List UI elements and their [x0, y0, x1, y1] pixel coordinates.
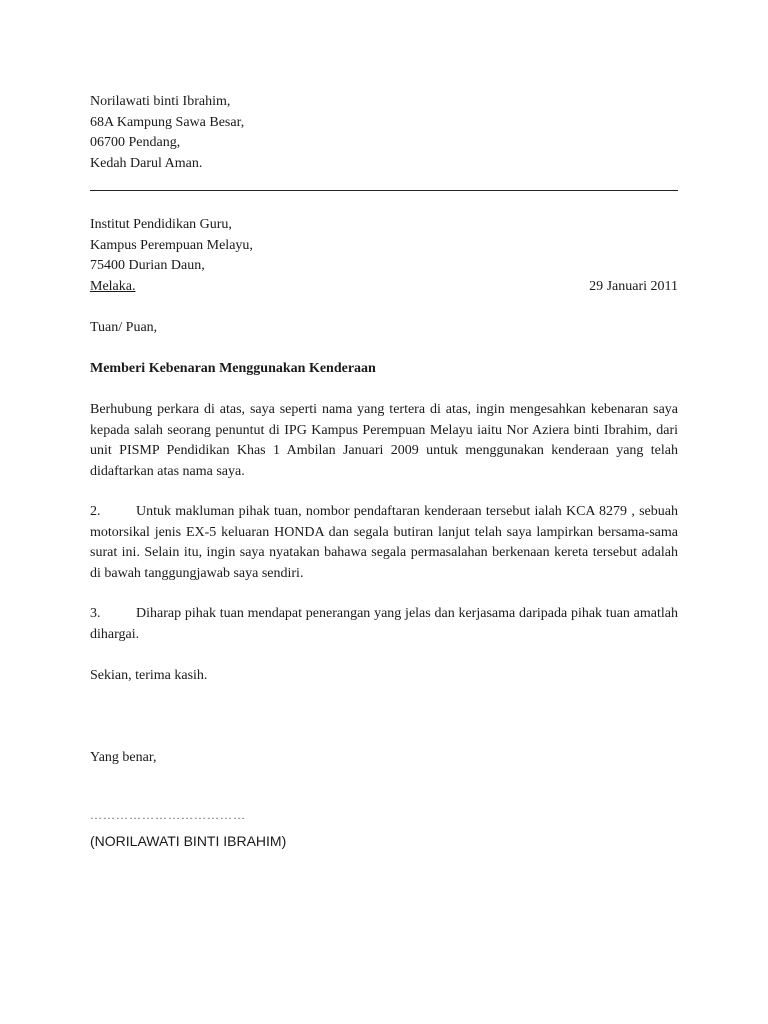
paragraph-2: [90, 502, 678, 584]
recipient-campus: Kampus Perempuan Melayu,: [90, 237, 253, 253]
recipient-institution: Institut Pendidikan Guru,: [90, 217, 232, 232]
letter-date: 29 Januari 2011: [589, 279, 678, 294]
paragraph-2-text: Untuk makluman pihak tuan, nombor pendaftaran kenderaan tersebut ialah KCA 8279 , sebuah motorsikal jenis EX-5 keluaran HONDA dan segala butiran lanjut telah saya lampirkan bersama-sama surat ini. Selain itu, ingin saya nyatakan bahawa segala permasalahan berkenaan kereta tersebut adalah di bawah tanggungjawab saya sendiri.: [90, 504, 678, 581]
paragraph-1: Berhubung perkara di atas, saya seperti nama yang tertera di atas, ingin mengesahkan kebenaran saya kepada salah seorang penuntut di IPG Kampus Perempuan Melayu iaitu Nor Aziera binti Ibrahim, dari unit PISMP Pendidikan Khas 1 Ambilan Januari 2009 untuk menggunakan kenderaan yang telah didaftarkan atas nama saya.: [90, 402, 678, 479]
sender-postcode-city: 06700 Pendang,: [90, 135, 181, 150]
signature-line: ………………………………: [90, 808, 246, 822]
paragraph-3-text: Diharap pihak tuan mendapat penerangan yang jelas dan kerjasama daripada pihak tuan amatlah dihargai.: [90, 606, 678, 642]
paragraph-3: [90, 604, 678, 645]
recipient-address: [90, 215, 253, 297]
header-divider: [90, 190, 678, 191]
recipient-postcode-city: 75400 Durian Daun,: [90, 258, 205, 273]
salutation: Tuan/ Puan,: [90, 320, 158, 335]
closing-line: Sekian, terima kasih.: [90, 668, 208, 683]
sender-name: Norilawati binti Ibrahim,: [90, 94, 231, 109]
paragraph-3-number: 3.: [90, 606, 101, 621]
signature-name: (NORILAWATI BINTI IBRAHIM): [90, 833, 287, 849]
paragraph-2-number: 2.: [90, 504, 101, 519]
letter-subject: Memberi Kebenaran Menggunakan Kenderaan: [90, 361, 376, 376]
sender-state: Kedah Darul Aman.: [90, 155, 203, 171]
sender-street: 68A Kampung Sawa Besar,: [90, 114, 245, 130]
signoff: Yang benar,: [90, 750, 157, 765]
sender-address: [90, 92, 244, 174]
recipient-state: Melaka.: [90, 278, 136, 294]
